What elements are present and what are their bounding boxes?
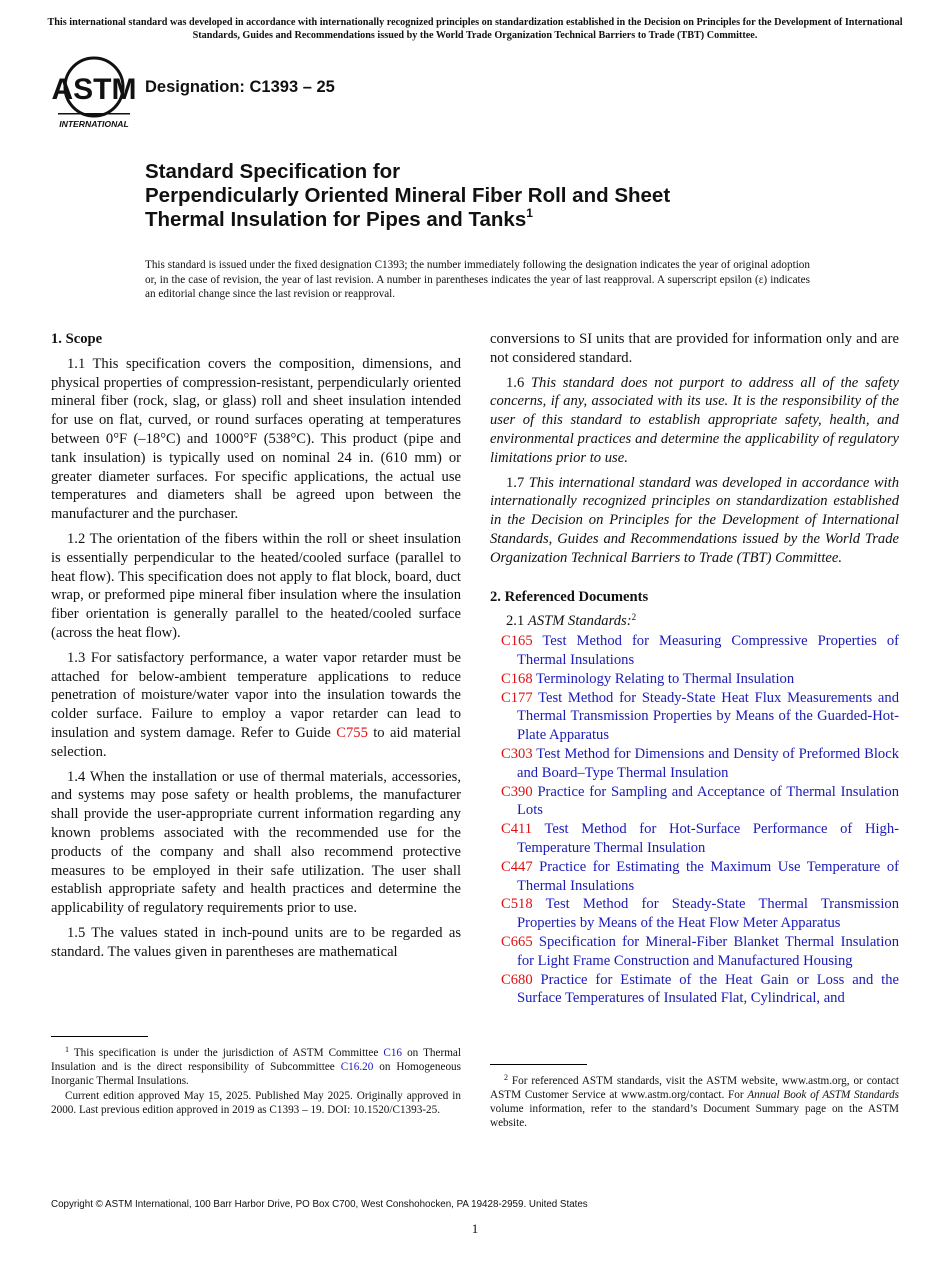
footnote-2-mark: 2 xyxy=(504,1073,508,1082)
reference-code[interactable]: C680 xyxy=(501,971,533,988)
scope-1-7-number: 1.7 xyxy=(506,474,525,491)
reference-title[interactable]: Test Method for Steady-State Thermal Transmission Properties by Means of the Heat Flow Meter Apparatus xyxy=(517,896,900,932)
reference-item[interactable] xyxy=(490,820,899,858)
scope-1-1: 1.1 This specification covers the composition, dimensions, and physical properties of compression-resistant, perpendicularly oriented mineral fiber (rock, slag, or glass) roll and sheet insulation intended for use on flat, curved, or round surfaces operating at temperatures between 0°F (–18°C) and 1000°F (538°C). This product (pipe and tank insulation) is typically used on nominal 24 in. (610 mm) or greater diameter surfaces. For specific applications, the actual use temperatures and diameters shall be agreed upon between the manufacturer and the purchaser. xyxy=(51,355,461,523)
designation: Designation: C1393 – 25 xyxy=(145,78,335,96)
scope-heading: 1. Scope xyxy=(51,331,103,347)
scope-1-7 xyxy=(490,474,899,568)
reference-item[interactable] xyxy=(490,745,899,783)
left-column xyxy=(51,330,461,968)
footnote-2 xyxy=(490,1074,899,1131)
scope-1-6 xyxy=(490,374,899,468)
footnote-1 xyxy=(51,1046,461,1118)
title-line-3-text: Thermal Insulation for Pipes and Tanks xyxy=(145,208,527,231)
footnote-1-mark: 1 xyxy=(65,1045,69,1054)
astm-logo xyxy=(52,55,136,133)
logo-subtext: INTERNATIONAL xyxy=(59,119,129,129)
reference-code[interactable]: C518 xyxy=(501,896,533,913)
reference-title[interactable]: Practice for Sampling and Acceptance of Thermal Insulation Lots xyxy=(517,783,899,819)
reference-title[interactable]: Practice for Estimate of the Heat Gain or Loss and the Surface Temperatures of Insulated Flat, Cylindrical, and xyxy=(517,971,899,1007)
reference-item[interactable] xyxy=(490,783,899,821)
scope-1-5: 1.5 The values stated in inch-pound units are to be regarded as standard. The values given in parentheses are mathematical xyxy=(51,924,461,960)
title-footnote-mark[interactable]: 1 xyxy=(526,206,533,220)
scope-1-7-text: This international standard was developed in accordance with internationally recognized principles on standardization established in the Decision on Principles for the Development of International Standards, Guides and Recommendations issued by the World Trade Organization Technical Barriers to Trade (TBT) Committee. xyxy=(490,474,900,566)
footnote-rule-left xyxy=(51,1036,148,1037)
footnote-2-text-a: For referenced ASTM standards, visit the ASTM website, www.astm.org, or contact ASTM Customer Service at www.astm.org/contact. For xyxy=(490,1075,899,1101)
footnote-1-text-c: on Homogeneous Inorganic Thermal Insulations. xyxy=(51,1061,461,1087)
reference-item[interactable] xyxy=(490,971,899,1009)
reference-title[interactable]: Test Method for Dimensions and Density of Preformed Block and Board–Type Thermal Insulation xyxy=(517,745,899,781)
scope-1-3 xyxy=(51,649,461,762)
scope-1-5-continued: conversions to SI units that are provided for information only and are not considered standard. xyxy=(490,331,899,366)
reference-title[interactable]: Test Method for Hot-Surface Performance of High-Temperature Thermal Insulation xyxy=(517,821,899,856)
link-c16-20[interactable]: C16.20 xyxy=(340,1061,374,1073)
reference-code[interactable]: C411 xyxy=(501,821,533,838)
title-line-2: Perpendicularly Oriented Mineral Fiber Roll and Sheet xyxy=(145,184,671,207)
link-c16[interactable]: C16 xyxy=(383,1047,403,1059)
scope-1-6-number: 1.6 xyxy=(506,374,525,391)
astm-logo-graphic xyxy=(52,55,136,133)
scope-1-4: 1.4 When the installation or use of thermal materials, accessories, and systems may pose safety or health problems, the manufacturer shall provide the user-appropriate current information regarding any known problems associated with the recommended use for the products of the company and shall also recommend protective measures to be employed in their safe utilization. The user shall establish appropriate safety and health practices and determine the applicability of regulatory requirements prior to use. xyxy=(51,768,461,917)
reference-item[interactable] xyxy=(490,933,899,971)
footnote-1-edition: Current edition approved May 15, 2025. Published May 2025. Originally approved in 2000. Last previous edition approved in 2019 as C1393 – 19. DOI: 10.1520/C1393-25. xyxy=(51,1090,461,1116)
top-notice: This international standard was developed in accordance with internationally recognized principles on standardization established in the Decision on Principles for the Development of International Standards, Guides and Recommendations issued by the World Trade Organization Technical Barriers to Trade (TBT) Committee. xyxy=(47,17,903,41)
reference-code[interactable]: C168 xyxy=(501,670,533,687)
reference-code[interactable]: C390 xyxy=(501,783,533,800)
document-title xyxy=(145,160,865,232)
logo-mark: ASTM xyxy=(52,73,136,106)
reference-code[interactable]: C447 xyxy=(501,858,533,875)
link-c755[interactable]: C755 xyxy=(336,724,368,741)
reference-code[interactable]: C165 xyxy=(501,633,533,650)
reference-title[interactable]: Specification for Mineral-Fiber Blanket Thermal Insulation for Light Frame Construction and Manufactured Housing xyxy=(517,933,899,969)
right-column xyxy=(490,330,899,1008)
scope-1-6-text: This standard does not purport to address all of the safety concerns, if any, associated with its use. It is the responsibility of the user of this standard to establish appropriate safety, health, and environmental practices and determine the applicability of regulatory limitations prior to use. xyxy=(490,374,899,466)
reference-item[interactable] xyxy=(490,858,899,896)
scope-1-3-tail: to aid material selection. xyxy=(51,724,461,760)
astm-standards-label: ASTM Standards: xyxy=(527,613,632,630)
title-line-3 xyxy=(145,208,865,232)
footnote-2-text-b: volume information, refer to the standard’s Document Summary page on the ASTM website. xyxy=(490,1103,899,1129)
reference-title[interactable]: Test Method for Measuring Compressive Properties of Thermal Insulations xyxy=(517,633,899,668)
reference-title[interactable]: Test Method for Steady-State Heat Flux Measurements and Thermal Transmission Properties by Means of the Guarded-Hot-Plate Apparatus xyxy=(517,689,899,744)
reference-item[interactable] xyxy=(490,895,899,933)
astm-standards-lead xyxy=(506,612,899,631)
reference-item[interactable] xyxy=(490,632,899,670)
footnote-rule-right xyxy=(490,1064,587,1065)
reference-title[interactable]: Practice for Estimating the Maximum Use Temperature of Thermal Insulations xyxy=(517,858,899,894)
scope-1-3-text: 1.3 For satisfactory performance, a water vapor retarder must be attached for below-ambient temperature applications to reduce penetration of moisture/water vapor into the insulation towards the colder surface. Failure to employ a vapor retarder can lead to insulation and system damage. Refer to Guide xyxy=(51,649,461,741)
reference-code[interactable]: C177 xyxy=(501,689,533,706)
title-line-1: Standard Specification for xyxy=(145,160,401,183)
footnote-1-jurisdiction xyxy=(51,1046,461,1088)
copyright-line: Copyright © ASTM International, 100 Barr Harbor Drive, PO Box C700, West Conshohocken, PA 19428-2959. United States xyxy=(51,1199,588,1210)
footnote-2-text xyxy=(490,1074,899,1130)
footnote-2-book-title: Annual Book of ASTM Standards xyxy=(747,1089,899,1101)
reference-code[interactable]: C303 xyxy=(501,745,533,762)
reference-item[interactable] xyxy=(490,689,899,745)
referenced-documents-heading: 2. Referenced Documents xyxy=(490,588,649,605)
astm-standards-footnote-mark[interactable]: 2 xyxy=(631,612,637,623)
scope-1-2: 1.2 The orientation of the fibers within the roll or sheet insulation is essentially perpendicular to the heated/cooled surface (parallel to heat flow). This specification does not apply to flat block, board, duct wrap, or preformed pipe mineral fiber insulation where the insulation fiber orientation is generally parallel to the heated/cooled surface (across the heat flow). xyxy=(51,530,461,641)
footnote-1-text-a: This specification is under the jurisdiction of ASTM Committee xyxy=(73,1047,379,1059)
reference-title[interactable]: Terminology Relating to Thermal Insulation xyxy=(536,670,795,687)
astm-standards-number: 2.1 xyxy=(506,613,525,630)
reference-code[interactable]: C665 xyxy=(501,933,533,950)
footnote-1-text-b: on Thermal Insulation and is the direct responsibility of Subcommittee xyxy=(51,1047,461,1073)
page-number: 1 xyxy=(471,1221,479,1236)
reference-item[interactable] xyxy=(490,670,899,689)
issuance-note: This standard is issued under the fixed designation C1393; the number immediately following the designation indicates the year of original adoption or, in the case of revision, the year of last revision. A number in parentheses indicates the year of last reapproval. A superscript epsilon (ε) indicates an editorial change since the last revision or reapproval. xyxy=(145,259,810,300)
